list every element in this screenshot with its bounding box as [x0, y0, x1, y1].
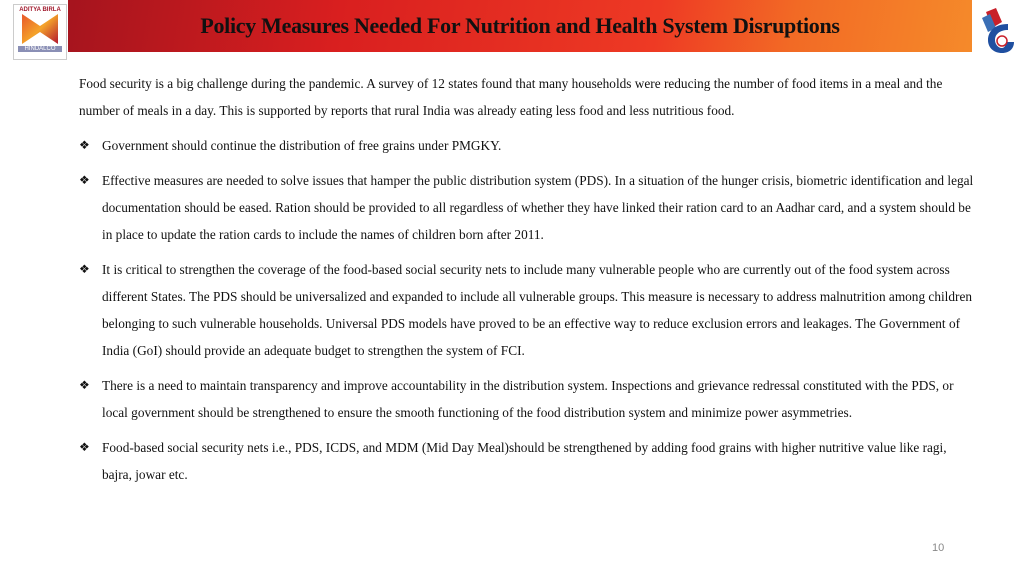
institution-logo-icon [980, 8, 1016, 54]
bullet-item [79, 256, 979, 364]
bullet-text: Government should continue the distribution of free grains under PMGKY. [102, 138, 502, 153]
diamond-bullet-icon: ❖ [79, 173, 90, 187]
logo-mark [22, 14, 58, 44]
logo-sub-text: HINDALCO [18, 46, 62, 52]
slide-body [79, 70, 979, 496]
bullet-text: There is a need to maintain transparency and improve accountability in the distribution system. Inspections and grievance redressal constituted with the PDS, or local government should be strengthened to ensure the smooth functioning of the food distribution system and minimize power asymmetries. [102, 378, 954, 420]
bullet-text: Effective measures are needed to solve issues that hamper the public distribution system (PDS). In a situation of the hunger crisis, biometric identification and legal documentation should be eased. Ration should be provided to all regardless of whether they have linked their ration card to an Aadhar card, and a system should be in place to update the ration cards to include the names of children born after 2011. [102, 173, 974, 242]
bullet-text: It is critical to strengthen the coverage of the food-based social security nets to include many vulnerable people who are currently out of the food system across different States. The PDS should be universalized and expanded to include all vulnerable groups. This measure is necessary to address malnutrition among children belonging to such vulnerable households. Universal PDS models have proved to be an effective way to reduce exclusion errors and leakages. The Government of India (GoI) should provide an adequate budget to strengthen the system of FCI. [102, 262, 972, 358]
bullet-item [79, 132, 979, 159]
page-number: 10 [932, 542, 945, 554]
diamond-bullet-icon: ❖ [79, 138, 90, 152]
slide-title: Policy Measures Needed For Nutrition and Health System Disruptions [200, 13, 840, 38]
diamond-bullet-icon: ❖ [79, 440, 90, 454]
diamond-bullet-icon: ❖ [79, 262, 90, 276]
diamond-bullet-icon: ❖ [79, 378, 90, 392]
logo-brand-text: ADITYA BIRLA [19, 7, 61, 13]
intro-paragraph: Food security is a big challenge during the pandemic. A survey of 12 states found that many households were reducing the number of food items in a meal and the number of meals in a day. This is supported by reports that rural India was already eating less food and less nutritious food. [79, 76, 943, 118]
title-banner [68, 0, 972, 52]
bullet-text: Food-based social security nets i.e., PDS, ICDS, and MDM (Mid Day Meal)should be strengthened by adding food grains with higher nutritive value like ragi, bajra, jowar etc. [102, 440, 947, 482]
bullet-item [79, 167, 979, 248]
bullet-item [79, 434, 979, 488]
bullet-item [79, 372, 979, 426]
aditya-birla-hindalco-logo [13, 4, 67, 60]
